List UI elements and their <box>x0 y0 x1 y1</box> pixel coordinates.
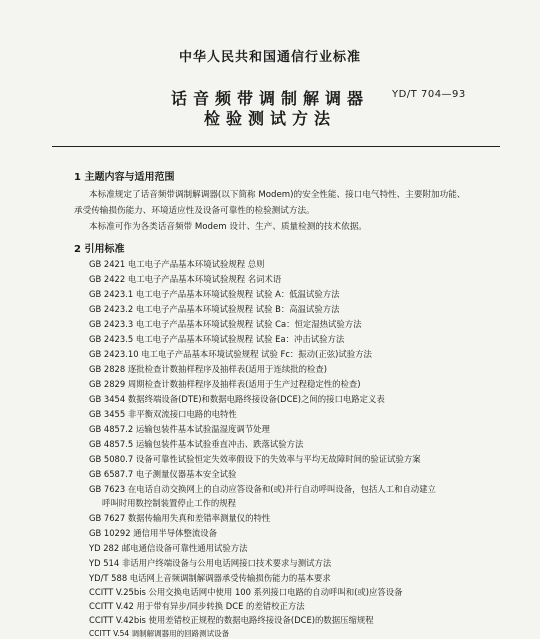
document-code: YD/T 704—93 <box>392 89 466 100</box>
reference-item: CCITT V.42bis 使用差错校正规程的数据电路终接设备(DCE)的数据压缩规程 <box>89 615 374 625</box>
section-1-paragraph: 本标准规定了话音频带调制解调器(以下简称 Modem)的安全性能、接口电气特性、主要附加功能、 <box>89 190 466 200</box>
section-1-paragraph: 承受传输损伤能力、环境适应性及设备可靠性的检验测试方法。 <box>74 206 315 216</box>
reference-item: YD 282 邮电通信设备可靠性通用试验方法 <box>89 543 248 553</box>
reference-item: CCITT V.54 调制解调器用的回路测试设备 <box>89 629 230 638</box>
reference-item: GB 2423.1 电工电子产品基本环境试验规程 试验 A：低温试验方法 <box>89 289 340 299</box>
document-title-line2: 检验测试方法 <box>203 109 336 128</box>
document-title-line1: 话音频带调制解调器 <box>170 89 369 108</box>
reference-item: GB 2421 电工电子产品基本环境试验规程 总则 <box>89 259 265 269</box>
section-heading-1: 1 主题内容与适用范围 <box>74 172 175 183</box>
reference-item: GB 3455 非平衡双流接口电路的电特性 <box>89 409 237 419</box>
reference-item: GB 3454 数据终端设备(DTE)和数据电路终接设备(DCE)之间的接口电路定义表 <box>89 394 385 404</box>
reference-item: GB 2829 周期检查计数抽样程序及抽样表(适用于生产过程稳定性的检查) <box>89 379 361 389</box>
reference-item: GB 5080.7 设备可靠性试验恒定失效率假设下的失效率与平均无故障时间的验证试验方案 <box>89 454 421 464</box>
section-heading-2: 2 引用标准 <box>74 244 125 255</box>
reference-item: YD 514 非话用户终端设备与公用电话网接口技术要求与测试方法 <box>89 558 332 568</box>
reference-item: GB 4857.5 运输包装件基本试验垂直冲击、跌落试验方法 <box>89 439 304 449</box>
reference-item: GB 10292 通信用半导体整流设备 <box>89 528 217 538</box>
reference-item: GB 2423.5 电工电子产品基本环境试验规程 试验 Ea：冲击试验方法 <box>89 334 345 344</box>
reference-item: GB 2422 电工电子产品基本环境试验规程 名词术语 <box>89 274 282 284</box>
section-1-paragraph: 本标准可作为各类话音频带 Modem 设计、生产、质量检测的技术依据。 <box>89 222 367 232</box>
standard-organization-header: 中华人民共和国通信行业标准 <box>178 50 361 65</box>
reference-item: GB 6587.7 电子测量仪器基本安全试验 <box>89 469 237 479</box>
reference-item: GB 2423.3 电工电子产品基本环境试验规程 试验 Ca：恒定湿热试验方法 <box>89 319 362 329</box>
reference-item: CCITT V.42 用于带有异步/同步转换 DCE 的差错校正方法 <box>89 601 305 611</box>
reference-item: GB 7623 在电话自动交换网上的自动应答设备和(或)并行自动呼叫设备，包括人工和自动建立 <box>89 484 436 494</box>
top-rule <box>52 146 500 147</box>
reference-item: GB 2423.10 电工电子产品基本环境试验规程 试验 Fc：振动(正弦)试验方法 <box>89 349 372 359</box>
reference-item: GB 4857.2 运输包装件基本试验温湿度调节处理 <box>89 424 270 434</box>
reference-item: YD/T 588 电话网上音频调制解调器承受传输损伤能力的基本要求 <box>89 573 331 583</box>
reference-item-continuation: 呼叫时用数控制装置停止工作的规程 <box>102 498 236 508</box>
reference-item: GB 2423.2 电工电子产品基本环境试验规程 试验 B：高温试验方法 <box>89 304 340 314</box>
reference-item: CCITT V.25bis 公用交换电话网中使用 100 系列接口电路的自动呼叫和(或)应答设备 <box>89 587 403 597</box>
reference-item: GB 7627 数据传输用失真和差错率测量仪的特性 <box>89 513 271 523</box>
reference-item: GB 2828 逐批检查计数抽样程序及抽样表(适用于连续批的检查) <box>89 364 328 374</box>
